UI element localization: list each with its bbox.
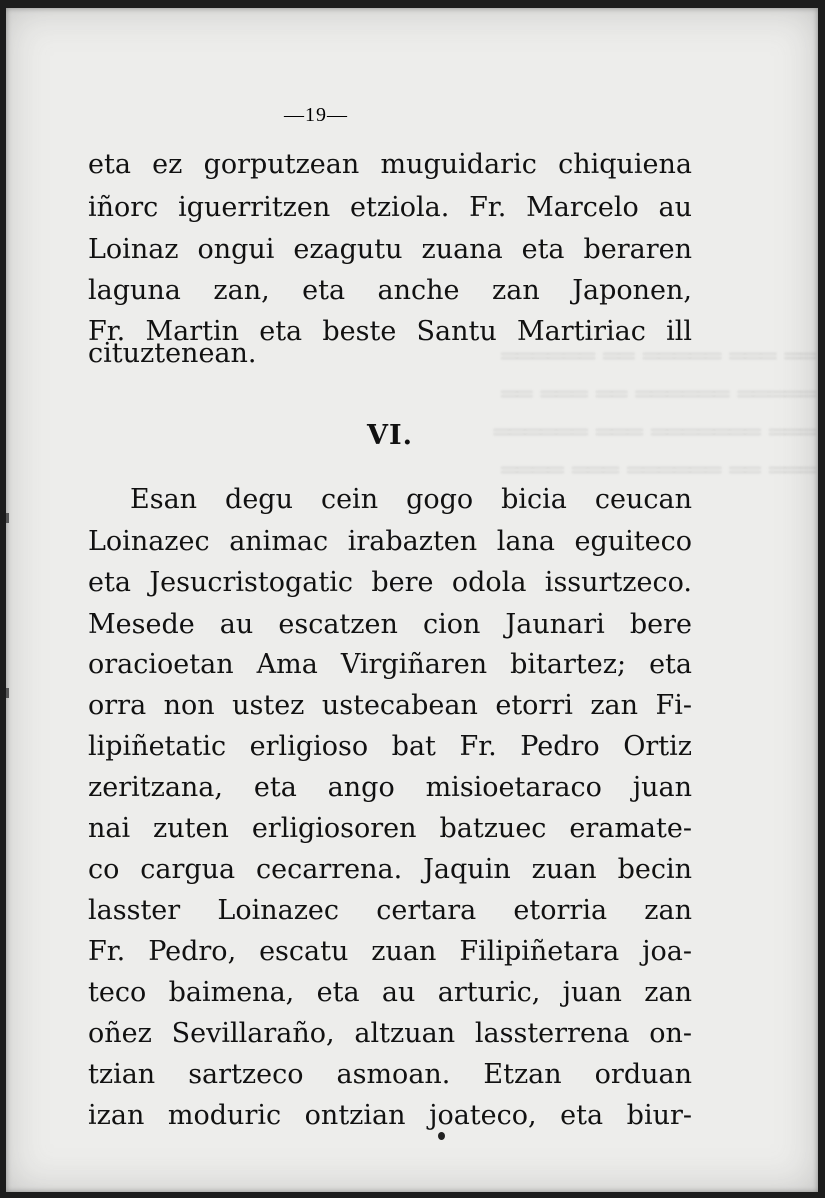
section-heading: VI. — [367, 420, 413, 451]
text-line: Fr. Martin eta beste Santu Martiriac ill — [88, 316, 692, 347]
text-line: Loinaz ongui ezagutu zuana eta beraren — [88, 234, 692, 265]
text-line: Loinazec animac irabazten lana eguiteco — [88, 526, 692, 557]
text-line: orra non ustez ustecabean etorri zan Fi- — [88, 690, 692, 721]
page-edge-mark — [6, 688, 9, 698]
page-edge-mark — [6, 513, 9, 523]
text-line: Fr. Pedro, escatu zuan Filipiñetara joa- — [88, 936, 692, 967]
text-line: Mesede au escatzen cion Jaunari bere — [88, 609, 692, 640]
text-line: laguna zan, eta anche zan Japonen, — [88, 275, 692, 306]
page-number: —19— — [284, 104, 348, 126]
show-through-text: ══ ═══ ═════ ══ ══════ ═════ ══════ ══ ═══ ══ ═══ ═══════ ═══ ══════ ═══ ══ ══════ ═══ ════ — [493, 342, 816, 486]
text-line: tzian sartzeco asmoan. Etzan orduan — [88, 1059, 692, 1090]
text-line: lipiñetatic erligioso bat Fr. Pedro Ortiz — [88, 731, 692, 762]
text-line: nai zuten erligiosoren batzuec eramate- — [88, 813, 692, 844]
text-line: lasster Loinazec certara etorria zan — [88, 895, 692, 926]
text-line: zeritzana, eta ango misioetaraco juan — [88, 772, 692, 803]
text-line: eta Jesucristogatic bere odola issurtzeco. — [88, 567, 692, 598]
text-line: Esan degu cein gogo bicia ceucan — [130, 484, 692, 515]
text-line: izan moduric ontzian joateco, eta biur- — [88, 1100, 692, 1131]
text-line: oracioetan Ama Virgiñaren bitartez; eta — [88, 649, 692, 680]
text-line: oñez Sevillaraño, altzuan lassterrena on- — [88, 1018, 692, 1049]
text-line: eta ez gorputzean muguidaric chiquiena — [88, 149, 692, 180]
text-line: iñorc iguerritzen etziola. Fr. Marcelo au — [88, 192, 692, 223]
text-line: teco baimena, eta au arturic, juan zan — [88, 977, 692, 1008]
ink-dot — [438, 1132, 445, 1140]
text-line: co cargua cecarrena. Jaquin zuan becin — [88, 854, 692, 885]
text-line: cituztenean. — [88, 338, 257, 369]
book-page — [6, 8, 818, 1192]
